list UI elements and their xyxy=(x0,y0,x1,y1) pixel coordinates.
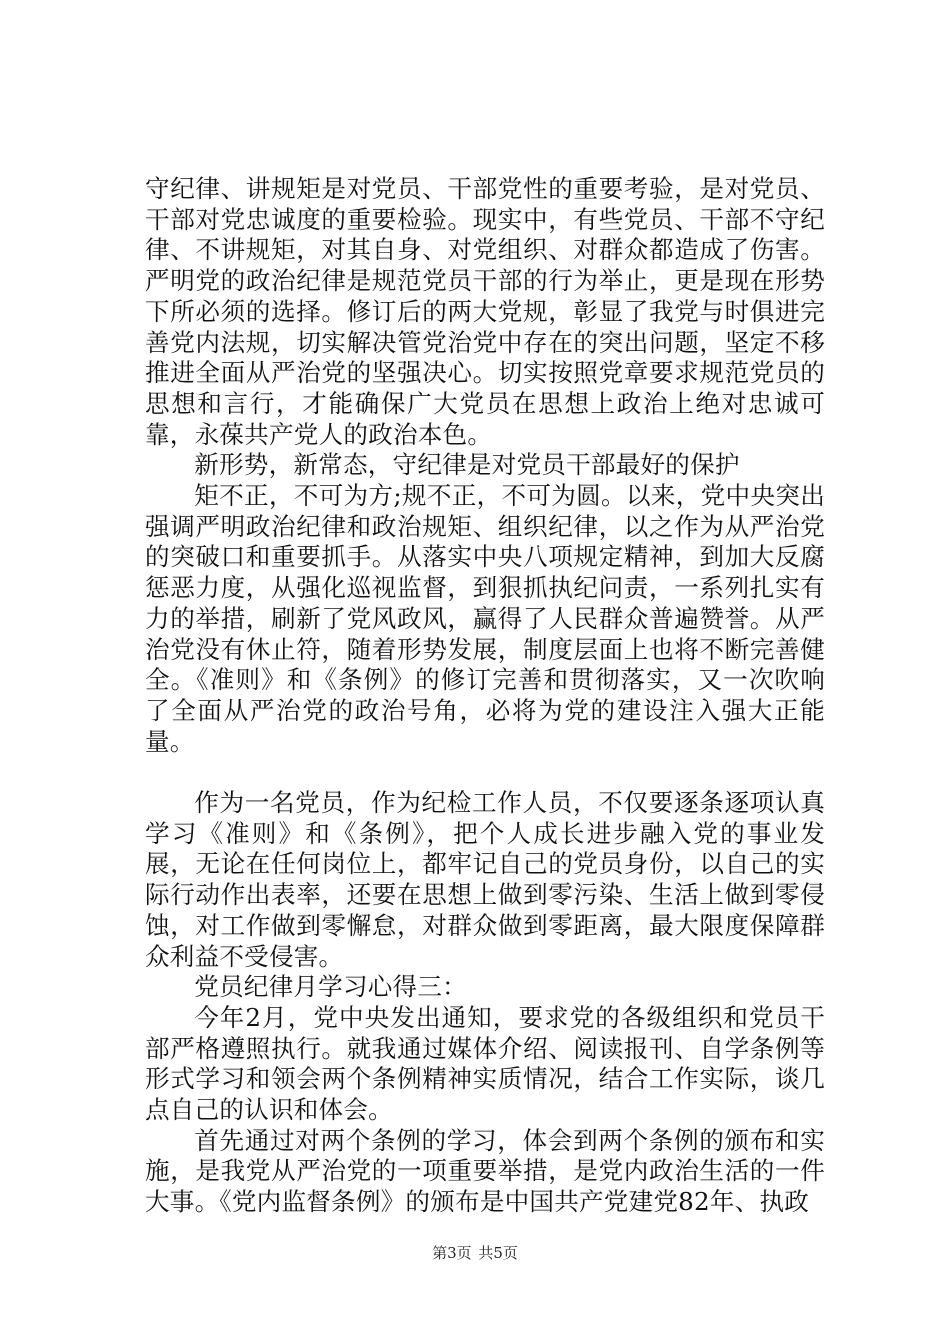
paragraph-continuation: 守纪律、讲规矩是对党员、干部党性的重要考验，是对党员、干部对党忠诚度的重要检验。现实中，有些党员、干部不守纪律、不讲规矩，对其自身、对党组织、对群众都造成了伤害。严明党的政治纪律是规范党员干部的行为举止，更是现在形势下所必须的选择。修订后的两大党规，彰显了我党与时俱进完善党内法规，切实解决管党治党中存在的突出问题，坚定不移推进全面从严治党的坚强决心。切实按照党章要求规范党员的思想和言行，才能确保广大党员在思想上政治上绝对忠诚可靠，永葆共产党人的政治本色。 xyxy=(145,174,825,449)
document-body xyxy=(145,174,825,1218)
paragraph: 今年2月，党中央发出通知，要求党的各级组织和党员干部严格遵照执行。就我通过媒体介绍、阅读报刊、自学条例等形式学习和领会两个条例精神实质情况，结合工作实际，谈几点自己的认识和体会。 xyxy=(145,1002,825,1125)
paragraph: 作为一名党员，作为纪检工作人员，不仅要逐条逐项认真学习《准则》和《条例》，把个人成长进步融入党的事业发展，无论在任何岗位上，都牢记自己的党员身份，以自己的实际行动作出表率，还要在思想上做到零污染、生活上做到零侵蚀，对工作做到零懈怠，对群众做到零距离，最大限度保障群众利益不受侵害。 xyxy=(145,788,825,971)
page-footer: 第3页 共5页 xyxy=(432,1244,518,1262)
paragraph: 矩不正，不可为方;规不正，不可为圆。以来，党中央突出强调严明政治纪律和政治规矩、组织纪律，以之作为从严治党的突破口和重要抓手。从落实中央八项规定精神，到加大反腐惩恶力度，从强化巡视监督，到狠抓执纪问责，一系列扎实有力的举措，刷新了党风政风，赢得了人民群众普遍赞誉。从严治党没有休止符，随着形势发展，制度层面上也将不断完善健全。《准则》和《条例》的修订完善和贯彻落实，又一次吹响了全面从严治党的政治号角，必将为党的建设注入强大正能量。 xyxy=(145,481,825,756)
paragraph-gap xyxy=(145,757,825,788)
paragraph: 首先通过对两个条例的学习，体会到两个条例的颁布和实施，是我党从严治党的一项重要举措，是党内政治生活的一件大事。《党内监督条例》的颁布是中国共产党建党82年、执政 xyxy=(145,1125,825,1217)
section-heading: 新形势，新常态，守纪律是对党员干部最好的保护 xyxy=(194,450,740,480)
section-heading: 党员纪律月学习心得三： xyxy=(194,972,467,1002)
